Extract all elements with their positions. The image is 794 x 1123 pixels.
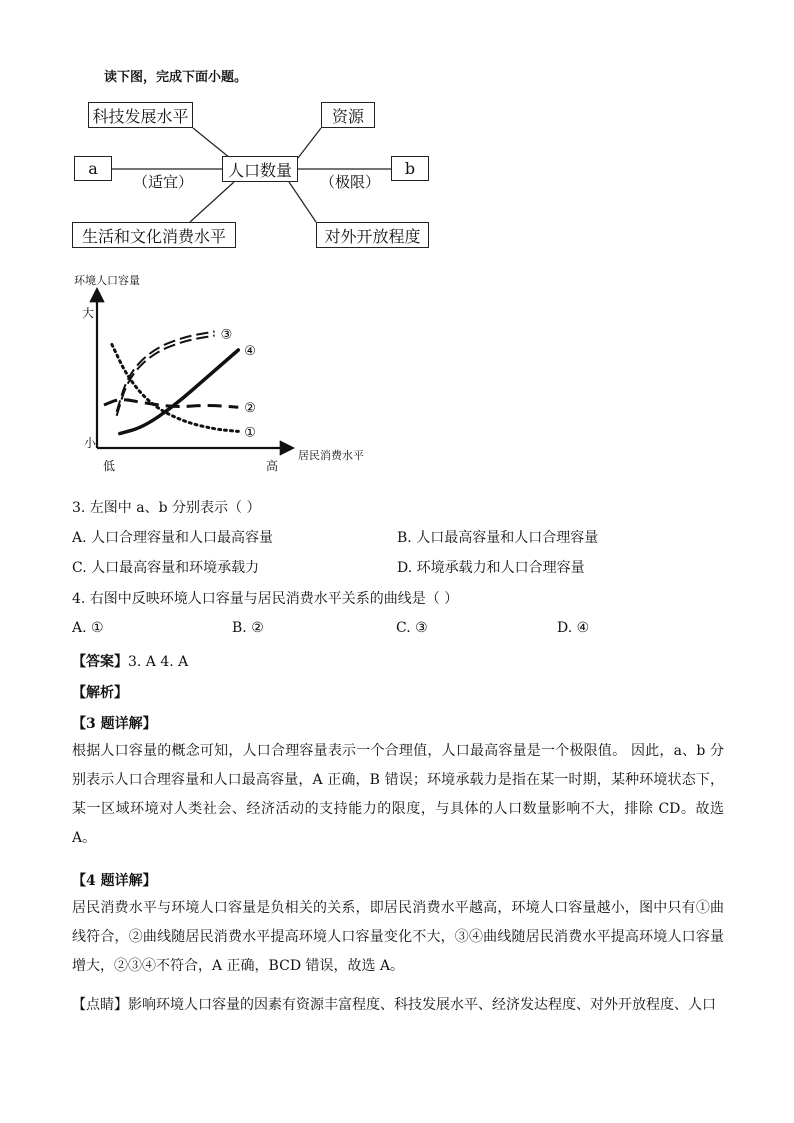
label-limit: （极限） <box>320 173 381 191</box>
series-label-2: ② <box>244 401 256 417</box>
series-line-1 <box>112 345 238 432</box>
analysis-label: 【解析】 <box>72 685 128 701</box>
concept-diagram-lines <box>0 0 794 260</box>
box-openness: 对外开放程度 <box>316 222 429 248</box>
q3-option-b: B. 人口最高容量和人口合理容量 <box>397 530 599 546</box>
q3-option-c: C. 人口最高容量和环境承载力 <box>72 560 260 576</box>
answer-value: 3. A 4. A <box>128 654 189 670</box>
q4-option-a: A. ① <box>72 620 104 636</box>
intro-text: 读下图，完成下面小题。 <box>104 70 248 85</box>
answer-line <box>72 651 188 671</box>
box-b: b <box>391 156 429 181</box>
q4-option-c: C. ③ <box>396 620 428 636</box>
q3-option-d: D. 环境承载力和人口合理容量 <box>397 560 585 576</box>
detail-4-heading: 【4 题详解】 <box>72 873 157 889</box>
x-axis-label: 居民消费水平 <box>298 449 364 462</box>
series-label-3: ③ <box>220 327 233 343</box>
y-low-label: 小 <box>84 436 97 450</box>
y-axis-label: 环境人口容量 <box>74 274 140 287</box>
box-resources: 资源 <box>321 102 375 128</box>
q3-option-a: A. 人口合理容量和人口最高容量 <box>72 530 274 546</box>
x-high-label: 高 <box>266 459 279 473</box>
x-low-label: 低 <box>103 459 116 473</box>
q4-option-b: B. ② <box>232 620 264 636</box>
label-suitable: （适宜） <box>133 173 194 191</box>
box-a: a <box>74 156 112 181</box>
box-population: 人口数量 <box>222 156 298 182</box>
series-line-4 <box>120 350 239 434</box>
series-label-4: ④ <box>244 344 256 359</box>
detail-3-heading: 【3 题详解】 <box>72 716 157 732</box>
question-3: 3. 左图中 a、b 分别表示（ ） <box>72 500 261 516</box>
box-tech-level: 科技发展水平 <box>88 102 193 128</box>
question-4: 4. 右图中反映环境人口容量与居民消费水平关系的曲线是（ ） <box>72 591 459 607</box>
tip-text: 【点睛】影响环境人口容量的因素有资源丰富程度、科技发展水平、经济发达程度、对外开放程度、人口 <box>72 997 716 1013</box>
box-living-level: 生活和文化消费水平 <box>72 222 236 248</box>
y-high-label: 大 <box>82 306 95 320</box>
series-label-1: ① <box>244 425 256 441</box>
chart-svg <box>0 270 400 470</box>
q4-option-d: D. ④ <box>557 620 590 636</box>
answer-label: 【答案】 <box>72 654 128 670</box>
series-line-3 <box>117 336 215 416</box>
detail-4-text: 居民消费水平与环境人口容量是负相关的关系，即居民消费水平越高，环境人口容量越小，图中只有①曲线符合，②曲线随居民消费水平提高环境人口容量变化不大，③④曲线随居民消费水平提高环境人口容量增大，②③④不符合，A 正确，BCD 错误，故选 A。 <box>72 900 724 974</box>
detail-3-text: 根据人口容量的概念可知，人口合理容量表示一个合理值，人口最高容量是一个极限值。 因此，a、b 分别表示人口合理容量和人口最高容量，A 正确，B 错误；环境承载力是指在某一时期，某种环境状态下，某一区域环境对人类社会、经济活动的支持能力的限度，与具体的人口数量影响不大，排除 CD。故选 A。 <box>72 743 724 846</box>
